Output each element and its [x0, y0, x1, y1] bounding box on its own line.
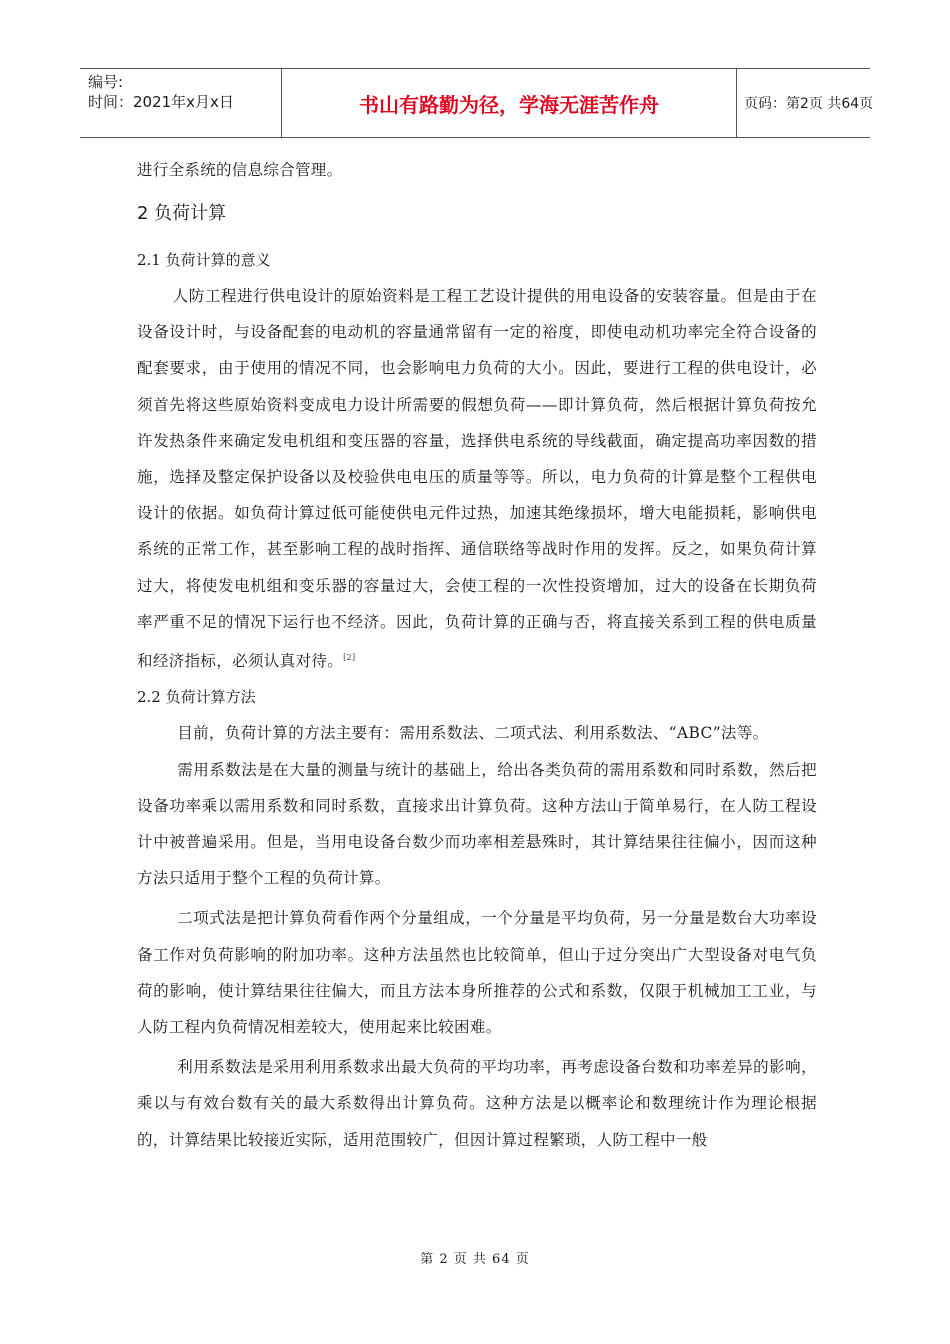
header-table: [80, 68, 874, 138]
paragraph-1: [137, 278, 817, 679]
paragraph-2: 目前，负荷计算的方法主要有：需用系数法、二项式法、利用系数法、“ABC”法等。: [177, 724, 769, 743]
page-footer: 第 2 页 共 64 页: [420, 1252, 530, 1267]
page-label: 页码：第2页 共64页: [744, 96, 874, 112]
citation-mark: [2]: [343, 653, 356, 663]
number-label: 编号:: [88, 73, 124, 91]
header-left-cell: [80, 69, 282, 137]
paragraph-3: 需用系数法是在大量的测量与统计的基础上，给出各类负荷的需用系数和同时系数，然后把设备功率乘以需用系数和同时系数，直接求出计算负荷。这种方法山于简单易行，在人防工程设计中被普遍采用。但是，当用电设备台数少而功率相差悬殊时，其计算结果往往偏小，因而这种方法只适用于整个工程的负荷计算。: [137, 760, 817, 888]
paragraph-1-text: 人防工程进行供电设计的原始资料是工程工艺设计提供的用电设备的安装容量。但是由于在设备设计时，与设备配套的电动机的容量通常留有一定的裕度，即使电动机功率完全符合设备的配套要求，由于使用的情况不同，也会影响电力负荷的大小。因此，要进行工程的供电设计，必须首先将这些原始资料变成电力设计所需要的假想负荷——即计算负荷，然后根据计算负荷按允许发热条件来确定发电机组和变压器的容量，选择供电系统的导线截面，确定提高功率因数的措施，选择及整定保护设备以及校验供电电压的质量等等。所以，电力负荷的计算是整个工程供电设计的依据。如负荷计算过低可能使供电元件过热，加速其绝缘损坏，增大电能损耗，影响供电系统的正常工作，甚至影响工程的战时指挥、通信联络等战时作用的发挥。反之，如果负荷计算过大，将使发电机组和变乐器的容量过大，会使工程的一次性投资增加，过大的设备在长期负荷率严重不足的情况下运行也不经济。因此，负荷计算的正确与否，将直接关系到工程的供电质量和经济指标，必须认真对待。: [137, 287, 817, 671]
intro-line: 进行全系统的信息综合管理。: [137, 161, 343, 179]
section-title: 2 负荷计算: [137, 203, 227, 224]
subsection-title-1: 2.1 负荷计算的意义: [137, 251, 271, 269]
subsection-title-2: 2.2 负荷计算方法: [137, 688, 256, 707]
motto: 书山有路勤为径，学海无涯苦作舟: [282, 69, 737, 137]
document-body: [137, 152, 817, 1158]
paragraph-4: 二项式法是把计算负荷看作两个分量组成，一个分量是平均负荷，另一分量是数台大功率设备工作对负荷影响的附加功率。这种方法虽然也比较简单，但山于过分突出广大型设备对电气负荷的影响，使计算结果往往偏大，而且方法本身所推荐的公式和系数，仅限于机械加工工业，与人防工程内负荷情况相差较大，使用起来比较困难。: [137, 909, 817, 1037]
paragraph-5: 利用系数法是采用利用系数求出最大负荷的平均功率，再考虑设备台数和功率差异的影响，乘以与有效台数有关的最大系数得出计算负荷。这种方法是以概率论和数理统计作为理论根据的，计算结果比较接近实际，适用范围较广，但因计算过程繁琐，人防工程中一般: [137, 1058, 817, 1149]
time-label: 时间：2021年x月x日: [88, 93, 234, 111]
